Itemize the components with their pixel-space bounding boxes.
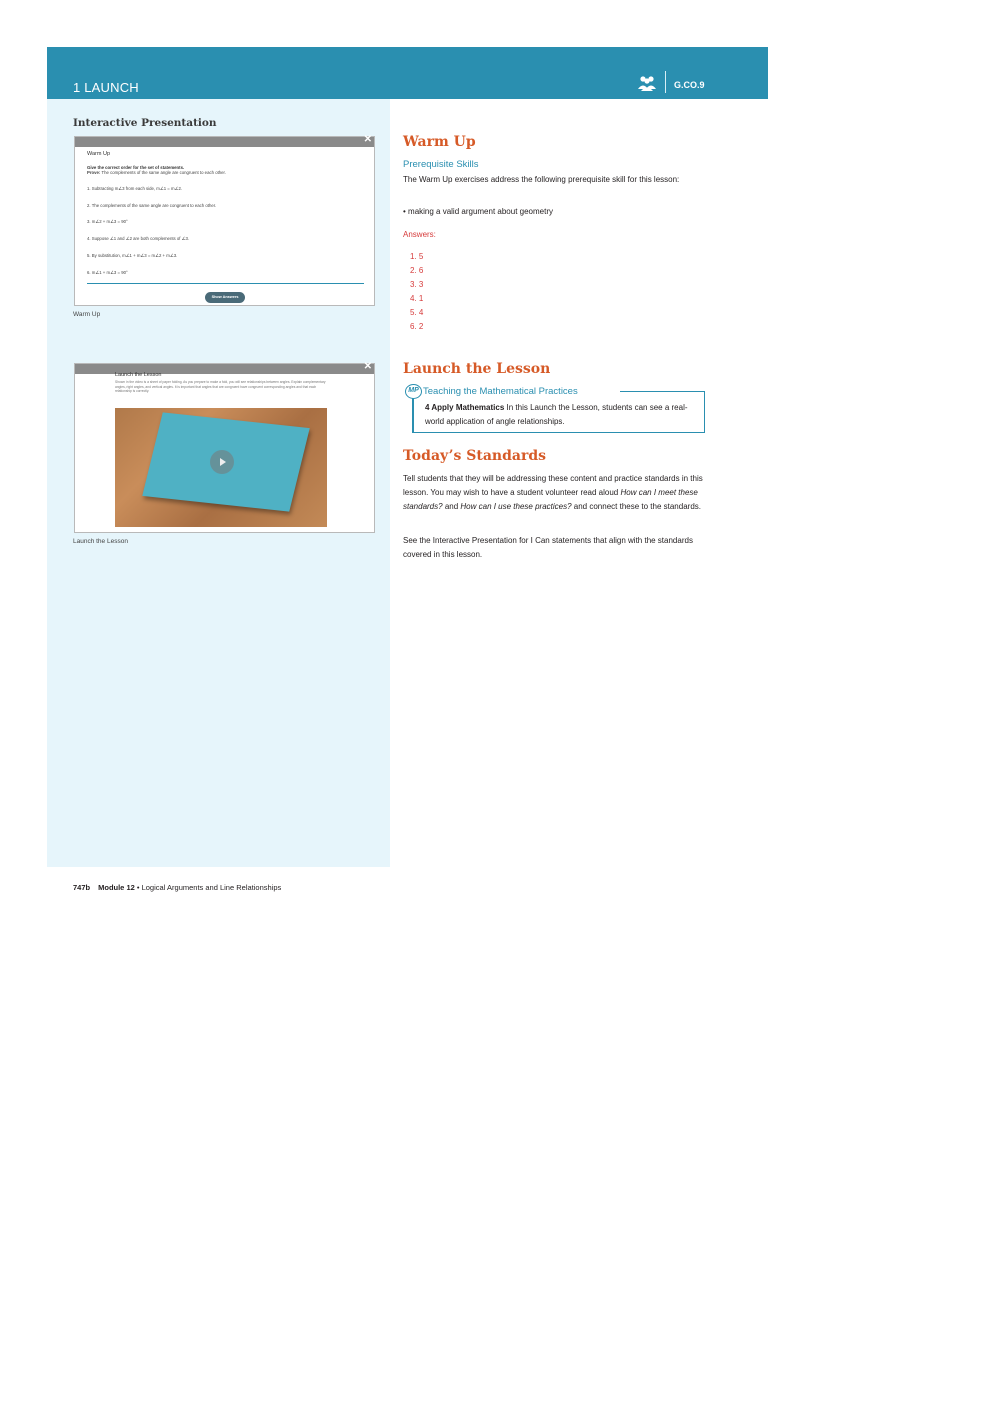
answers-list [410, 250, 423, 334]
warmup-caption: Warm Up [73, 311, 101, 318]
statement: 1. Subtracting m∠3 from each side, m∠1 = m∠2. [87, 186, 183, 191]
mathematical-practice-icon: MP [405, 384, 422, 399]
statement: 2. The complements of the same angle are congruent to each other. [87, 203, 217, 208]
answer-item: 4. 1 [410, 294, 424, 303]
statement: 5. By substitution, m∠1 + m∠3 = m∠2 + m∠3. [87, 253, 178, 258]
warmup-screenshot [74, 136, 375, 306]
answer-item: 1. 5 [410, 252, 424, 261]
standards-heading: Today’s Standards [403, 448, 547, 464]
text-run-italic: How can I use these practices? [460, 502, 572, 511]
answers-label: Answers: [403, 230, 436, 239]
standard-code: G.CO.9 [674, 80, 705, 90]
panel-heading: Interactive Presentation [73, 117, 217, 129]
play-icon [210, 450, 234, 474]
launch-caption: Launch the Lesson [73, 538, 128, 545]
statement: 6. m∠1 + m∠3 = 90° [87, 270, 128, 275]
text-run-italic: How can I meet these standards? [403, 488, 698, 511]
screenshot-divider [87, 283, 364, 284]
prove-label: Prove: [87, 170, 101, 175]
mp-text [425, 401, 700, 429]
video-thumbnail [115, 408, 327, 527]
launch-screenshot [74, 363, 375, 533]
screenshot-titlebar [75, 134, 374, 147]
module-label: Module 12 [98, 883, 135, 892]
warmup-heading: Warm Up [403, 134, 476, 150]
answer-item: 5. 4 [410, 308, 424, 317]
module-title: • Logical Arguments and Line Relationships [134, 883, 282, 892]
warmup-prove [87, 170, 362, 175]
section-header [47, 47, 768, 99]
mp-body: In this Launch the Lesson, students can see a real-world application of angle relationships. [425, 403, 688, 426]
standards-paragraph-2: See the Interactive Presentation for I Can statements that align with the standards covered in this lesson. [403, 536, 693, 559]
interactive-presentation-panel [47, 99, 390, 867]
answer-item: 3. 3 [410, 280, 424, 289]
prerequisite-bullet: • making a valid argument about geometry [403, 207, 553, 216]
mp-box-topline [620, 391, 705, 392]
warmup-shot-title: Warm Up [87, 151, 111, 157]
answer-item: 6. 2 [410, 322, 424, 331]
text-run: and [442, 502, 461, 511]
mp-heading: Teaching the Mathematical Practices [423, 386, 581, 397]
text-run: Tell students that they will be addressing these content and practice standards in this lesson. You may wish to have a student volunteer read aloud [403, 474, 703, 497]
prerequisite-heading: Prerequisite Skills [403, 159, 479, 170]
standards-paragraph-1 [403, 472, 703, 514]
page-number: 747b [73, 883, 91, 892]
statement: 3. m∠2 + m∠3 = 90° [87, 219, 128, 224]
prerequisite-text: The Warm Up exercises address the following prerequisite skill for this lesson: [403, 175, 680, 184]
prove-text: The complements of the same angle are congruent to each other. [101, 170, 226, 175]
warmup-instruction: Give the correct order for the set of statements. [87, 165, 185, 170]
show-answers-button: Show Answers [205, 292, 245, 303]
header-divider [665, 71, 666, 93]
launch-shot-text: Shown in the video is a sheet of paper folding. As you prepare to make a fold, you will see relationships between angles. Explain complementary angles, right angles, and vertical angles. It is important that angles that are congruent have congruent corresponding angles and that each relationship is correctly. [115, 380, 326, 393]
mp-bold: 4 Apply Mathematics [425, 403, 505, 412]
launch-heading: Launch the Lesson [403, 361, 551, 377]
close-icon: ✕ [363, 134, 372, 145]
group-people-icon [637, 75, 657, 91]
text-run: and connect these to the standards. [571, 502, 701, 511]
answer-item: 2. 6 [410, 266, 424, 275]
close-icon: ✕ [363, 361, 372, 372]
page-footer [73, 883, 281, 892]
launch-shot-title: Launch the Lesson [115, 372, 162, 378]
section-title: 1 LAUNCH [73, 80, 139, 95]
statement: 4. Suppose ∠1 and ∠2 are both complements of ∠3. [87, 236, 190, 241]
